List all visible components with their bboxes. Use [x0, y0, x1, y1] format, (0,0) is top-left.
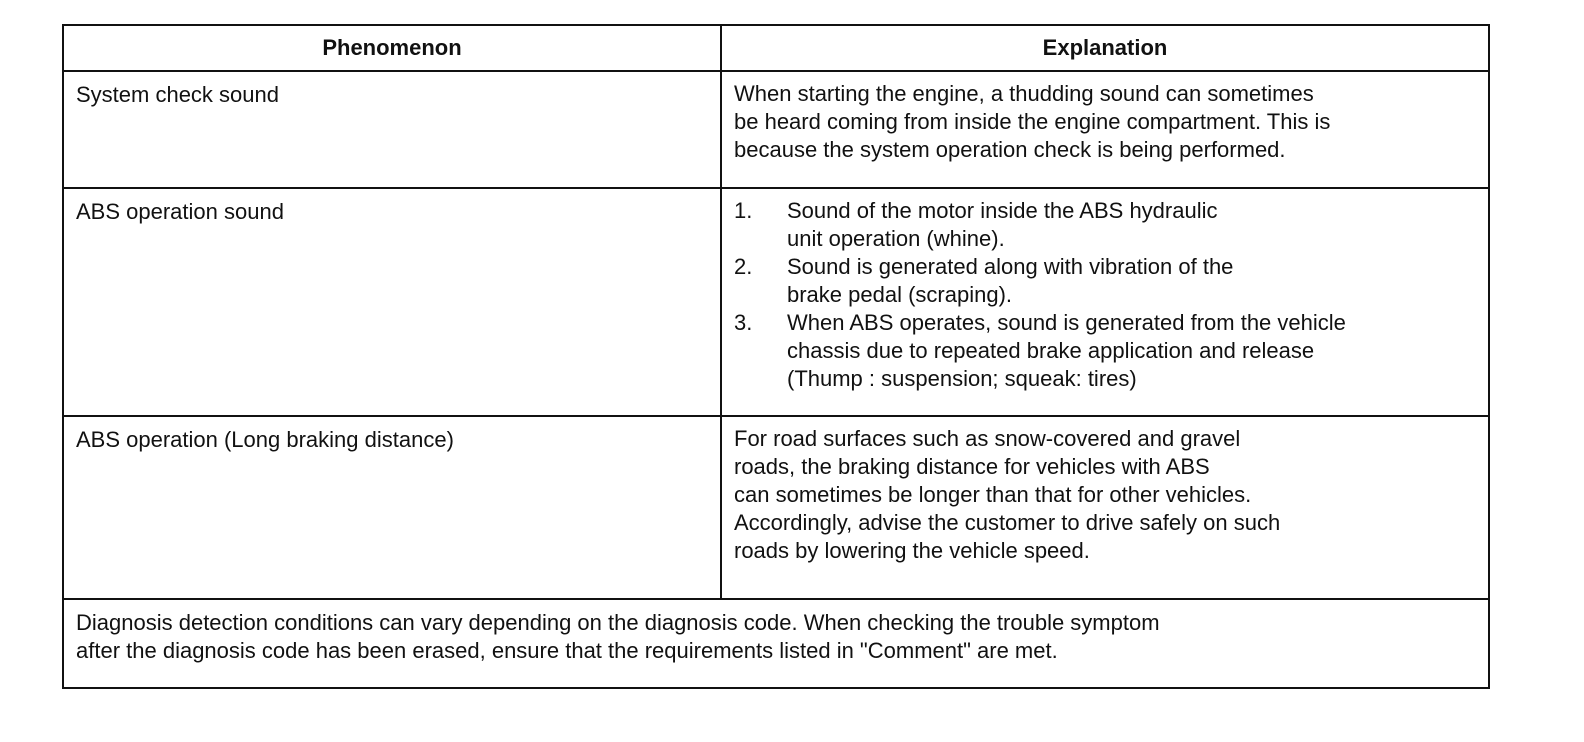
phenomenon-text: ABS operation (Long braking distance)	[76, 427, 454, 452]
note-row	[63, 599, 1489, 688]
list-item-number: 2.	[734, 254, 753, 279]
phenomenon-cell	[63, 188, 721, 416]
note-line: Diagnosis detection conditions can vary depending on the diagnosis code. When checking the trouble symptom	[76, 610, 1160, 635]
explanation-line: because the system operation check is being performed.	[734, 137, 1286, 162]
explanation-cell	[721, 188, 1489, 416]
phenomenon-cell	[63, 71, 721, 188]
list-item-line: brake pedal (scraping).	[787, 282, 1013, 307]
numbered-list	[734, 197, 1476, 393]
phenomenon-text: ABS operation sound	[76, 199, 284, 224]
list-item	[734, 253, 1476, 309]
table-row	[63, 416, 1489, 599]
note-line: after the diagnosis code has been erased, ensure that the requirements listed in "Comment" are met.	[76, 638, 1058, 663]
list-item	[734, 197, 1476, 253]
explanation-line: When starting the engine, a thudding sound can sometimes	[734, 81, 1314, 106]
table-header-row	[63, 25, 1489, 71]
table-row	[63, 71, 1489, 188]
note-cell	[63, 599, 1489, 688]
phenomenon-explanation-table	[62, 24, 1490, 689]
explanation-line: roads, the braking distance for vehicles with ABS	[734, 454, 1210, 479]
list-item-number: 1.	[734, 198, 753, 223]
explanation-cell	[721, 416, 1489, 599]
list-item-line: chassis due to repeated brake application and release	[787, 338, 1315, 363]
explanation-line: For road surfaces such as snow-covered and gravel	[734, 426, 1241, 451]
list-item-line: Sound is generated along with vibration of the	[787, 254, 1234, 279]
table-row	[63, 188, 1489, 416]
explanation-line: Accordingly, advise the customer to drive safely on such	[734, 510, 1281, 535]
list-item-line: (Thump : suspension; squeak: tires)	[787, 366, 1137, 391]
header-explanation: Explanation	[721, 25, 1489, 71]
explanation-cell	[721, 71, 1489, 188]
header-phenomenon: Phenomenon	[63, 25, 721, 71]
list-item-line: When ABS operates, sound is generated from the vehicle	[787, 310, 1346, 335]
list-item	[734, 309, 1476, 393]
list-item-number: 3.	[734, 310, 753, 335]
explanation-line: can sometimes be longer than that for other vehicles.	[734, 482, 1252, 507]
explanation-line: be heard coming from inside the engine compartment. This is	[734, 109, 1331, 134]
list-item-line: Sound of the motor inside the ABS hydraulic	[787, 198, 1218, 223]
phenomenon-text: System check sound	[76, 82, 279, 107]
list-item-line: unit operation (whine).	[787, 226, 1005, 251]
phenomenon-cell	[63, 416, 721, 599]
explanation-line: roads by lowering the vehicle speed.	[734, 538, 1090, 563]
